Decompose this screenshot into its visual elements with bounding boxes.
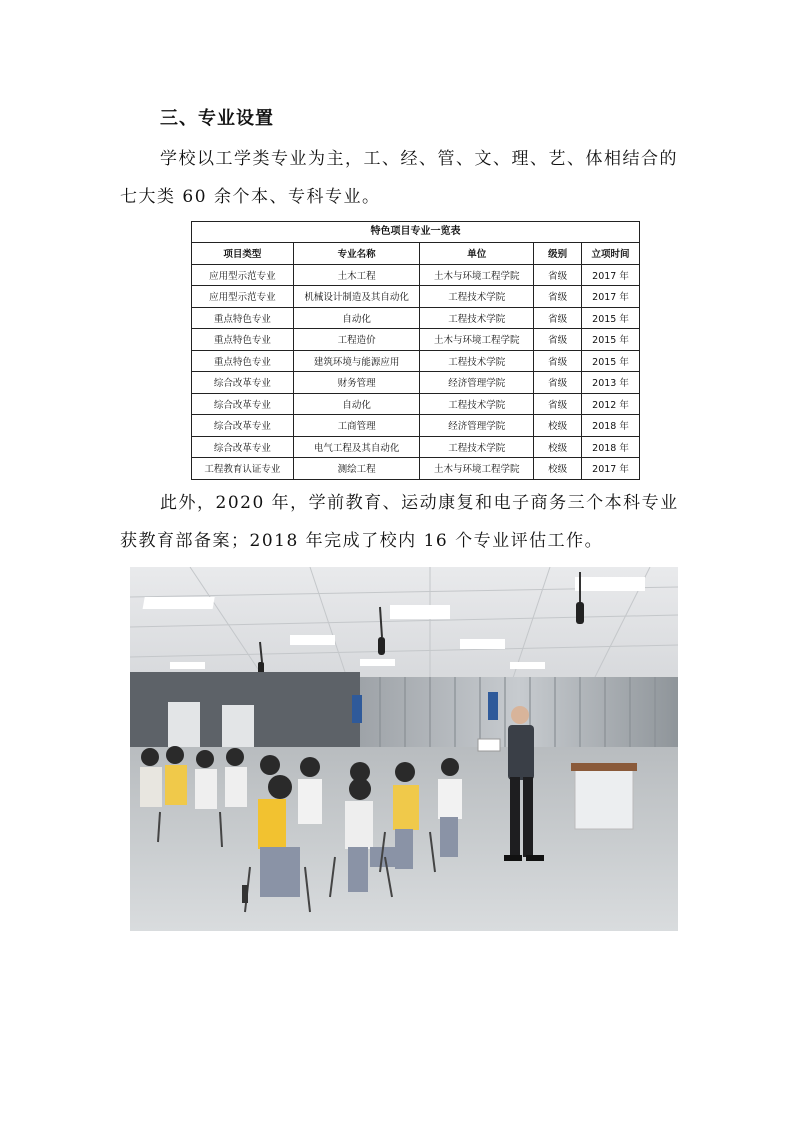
cell-type: 综合改革专业	[192, 436, 294, 458]
closing-line-1: 此外，2020 年，学前教育、运动康复和电子商务三个本科专业	[160, 493, 679, 513]
classroom-photo	[130, 567, 678, 931]
table-row	[192, 286, 640, 308]
cell-major: 机械设计制造及其自动化	[293, 286, 420, 308]
cell-year: 2013 年	[582, 372, 640, 394]
closing-paragraph	[120, 484, 680, 560]
cell-year: 2015 年	[582, 329, 640, 351]
cell-unit: 工程技术学院	[420, 393, 534, 415]
cell-unit: 工程技术学院	[420, 286, 534, 308]
cell-type: 综合改革专业	[192, 415, 294, 437]
cell-level: 省级	[534, 307, 582, 329]
cell-type: 综合改革专业	[192, 393, 294, 415]
cell-year: 2017 年	[582, 458, 640, 480]
cell-year: 2017 年	[582, 286, 640, 308]
cell-major: 建筑环境与能源应用	[293, 350, 420, 372]
col-header-type: 项目类型	[192, 243, 294, 265]
cell-type: 重点特色专业	[192, 350, 294, 372]
cell-unit: 经济管理学院	[420, 415, 534, 437]
table-row	[192, 350, 640, 372]
cell-level: 省级	[534, 393, 582, 415]
closing-line-2: 获教育部备案；2018 年完成了校内 16 个专业评估工作。	[120, 531, 604, 551]
cell-major: 测绘工程	[293, 458, 420, 480]
cell-year: 2018 年	[582, 415, 640, 437]
table-header-row	[192, 243, 640, 265]
cell-year: 2015 年	[582, 307, 640, 329]
cell-unit: 工程技术学院	[420, 350, 534, 372]
cell-year: 2017 年	[582, 264, 640, 286]
cell-level: 省级	[534, 329, 582, 351]
intro-line-1: 学校以工学类专业为主，工、经、管、文、理、艺、体相结合的	[160, 149, 678, 169]
cell-year: 2018 年	[582, 436, 640, 458]
section-heading: 三、专业设置	[160, 108, 274, 129]
cell-major: 电气工程及其自动化	[293, 436, 420, 458]
table-title: 特色项目专业一览表	[191, 221, 640, 242]
cell-level: 校级	[534, 436, 582, 458]
table-row	[192, 458, 640, 480]
col-header-level: 级别	[534, 243, 582, 265]
cell-major: 工程造价	[293, 329, 420, 351]
cell-unit: 土木与环境工程学院	[420, 264, 534, 286]
classroom-illustration	[130, 567, 678, 931]
intro-paragraph	[120, 140, 680, 216]
cell-type: 重点特色专业	[192, 329, 294, 351]
cell-type: 工程教育认证专业	[192, 458, 294, 480]
cell-year: 2012 年	[582, 393, 640, 415]
table-row	[192, 415, 640, 437]
cell-major: 自动化	[293, 307, 420, 329]
cell-major: 财务管理	[293, 372, 420, 394]
cell-level: 省级	[534, 286, 582, 308]
cell-unit: 工程技术学院	[420, 436, 534, 458]
table-row	[192, 372, 640, 394]
cell-major: 土木工程	[293, 264, 420, 286]
cell-unit: 工程技术学院	[420, 307, 534, 329]
cell-unit: 经济管理学院	[420, 372, 534, 394]
cell-major: 自动化	[293, 393, 420, 415]
cell-type: 应用型示范专业	[192, 286, 294, 308]
cell-year: 2015 年	[582, 350, 640, 372]
featured-majors-table	[191, 221, 640, 480]
cell-level: 省级	[534, 372, 582, 394]
cell-type: 综合改革专业	[192, 372, 294, 394]
table-row	[192, 436, 640, 458]
col-header-unit: 单位	[420, 243, 534, 265]
cell-type: 重点特色专业	[192, 307, 294, 329]
cell-level: 省级	[534, 264, 582, 286]
table-row	[192, 329, 640, 351]
intro-line-2: 七大类 60 余个本、专科专业。	[120, 187, 381, 207]
cell-level: 校级	[534, 415, 582, 437]
cell-unit: 土木与环境工程学院	[420, 458, 534, 480]
table-row	[192, 307, 640, 329]
table-row	[192, 264, 640, 286]
cell-level: 校级	[534, 458, 582, 480]
cell-type: 应用型示范专业	[192, 264, 294, 286]
table-row	[192, 393, 640, 415]
col-header-major: 专业名称	[293, 243, 420, 265]
cell-level: 省级	[534, 350, 582, 372]
col-header-year: 立项时间	[582, 243, 640, 265]
cell-unit: 土木与环境工程学院	[420, 329, 534, 351]
cell-major: 工商管理	[293, 415, 420, 437]
